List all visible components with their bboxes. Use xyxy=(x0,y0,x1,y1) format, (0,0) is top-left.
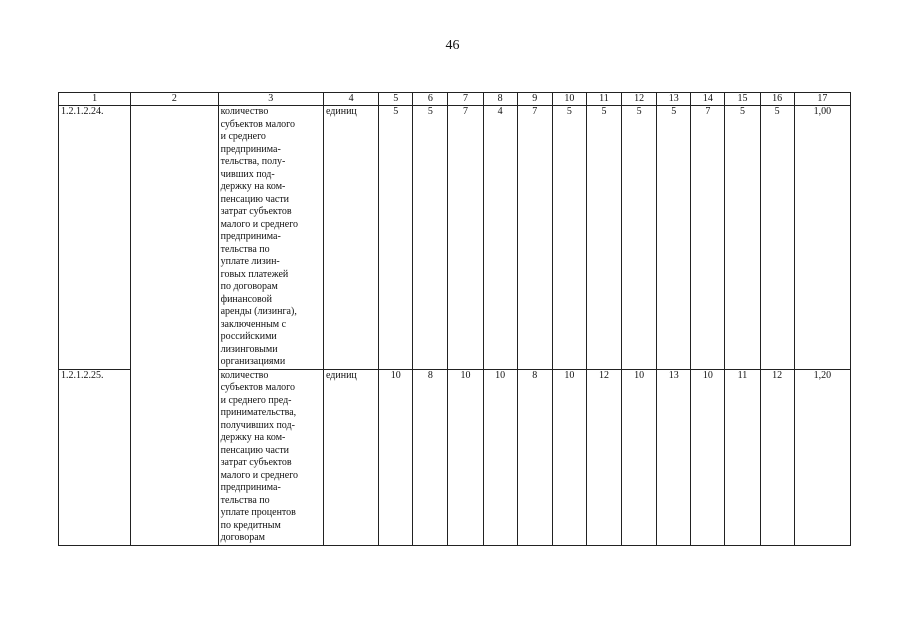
description-line: и среднего xyxy=(220,131,266,142)
description-line: уплате лизин- xyxy=(220,256,280,267)
description-line: по договорам xyxy=(220,281,278,292)
indicator-table xyxy=(58,92,851,546)
header-cell: 16 xyxy=(760,93,794,106)
description-line: предпринима- xyxy=(220,143,281,155)
header-row xyxy=(59,93,851,106)
ratio-cell: 1,20 xyxy=(794,369,850,545)
description-line: по кредитным xyxy=(220,519,281,531)
ratio-cell: 1,00 xyxy=(794,106,850,370)
description-line: лизинговыми xyxy=(220,343,278,355)
value-cell: 5 xyxy=(657,106,691,370)
description-line: затрат субъектов xyxy=(220,457,292,468)
header-cell: 1 xyxy=(59,93,131,106)
value-cell: 8 xyxy=(413,369,448,545)
description-line: организациями xyxy=(220,356,286,367)
unit-cell: единиц xyxy=(323,369,378,545)
description-line: малого и среднего xyxy=(220,469,299,481)
empty-cell xyxy=(131,106,218,546)
description-line: пенсацию части xyxy=(220,193,290,205)
indicator-code: 1.2.1.2.25. xyxy=(59,369,131,545)
description-line: тельства по xyxy=(220,494,270,506)
value-cell: 10 xyxy=(483,369,517,545)
table-row xyxy=(59,106,851,370)
description-line: предпринима- xyxy=(220,482,281,493)
value-cell: 10 xyxy=(552,369,586,545)
page-number: 46 xyxy=(445,38,460,53)
value-cell: 5 xyxy=(622,106,657,370)
value-cell: 11 xyxy=(725,369,760,545)
description-line: российскими xyxy=(220,331,277,342)
indicator-code: 1.2.1.2.24. xyxy=(59,106,131,370)
value-cell: 5 xyxy=(760,106,794,370)
description-line: говых платежей xyxy=(220,268,289,280)
description-line: уплате процентов xyxy=(220,507,296,518)
description-line: финансовой xyxy=(220,293,273,305)
header-cell: 17 xyxy=(794,93,850,106)
header-cell: 12 xyxy=(622,93,657,106)
description-line: пенсацию части xyxy=(220,444,290,456)
header-cell: 8 xyxy=(483,93,517,106)
header-cell: 5 xyxy=(379,93,413,106)
value-cell: 5 xyxy=(413,106,448,370)
indicator-description xyxy=(218,106,323,370)
description-line: малого и среднего xyxy=(220,218,299,230)
description-line: получивших под- xyxy=(220,419,295,431)
description-line: тельства по xyxy=(220,243,270,255)
description-line: держку на ком- xyxy=(220,432,286,443)
value-cell: 4 xyxy=(483,106,517,370)
description-line: субъектов малого xyxy=(220,118,296,130)
value-cell: 7 xyxy=(517,106,552,370)
value-cell: 7 xyxy=(448,106,483,370)
value-cell: 13 xyxy=(657,369,691,545)
description-line: договорам xyxy=(220,532,265,543)
description-line: и среднего пред- xyxy=(220,394,292,406)
header-cell: 14 xyxy=(691,93,725,106)
description-line: принимательства, xyxy=(220,407,297,418)
header-cell: 10 xyxy=(552,93,586,106)
value-cell: 5 xyxy=(586,106,621,370)
value-cell: 12 xyxy=(760,369,794,545)
value-cell: 12 xyxy=(586,369,621,545)
value-cell: 8 xyxy=(517,369,552,545)
description-line: тельства, полу- xyxy=(220,156,286,167)
description-line: количество xyxy=(220,369,269,381)
value-cell: 5 xyxy=(552,106,586,370)
header-cell: 15 xyxy=(725,93,760,106)
description-line: аренды (лизинга), xyxy=(220,306,297,317)
value-cell: 7 xyxy=(691,106,725,370)
description-line: предпринима- xyxy=(220,231,281,242)
header-cell: 2 xyxy=(131,93,218,106)
header-cell: 7 xyxy=(448,93,483,106)
header-cell: 11 xyxy=(586,93,621,106)
value-cell: 10 xyxy=(379,369,413,545)
header-cell: 3 xyxy=(218,93,323,106)
indicator-description xyxy=(218,369,323,545)
header-cell: 6 xyxy=(413,93,448,106)
header-cell: 13 xyxy=(657,93,691,106)
header-cell: 9 xyxy=(517,93,552,106)
unit-cell: единиц xyxy=(323,106,378,370)
value-cell: 5 xyxy=(379,106,413,370)
value-cell: 5 xyxy=(725,106,760,370)
header-cell: 4 xyxy=(323,93,378,106)
description-line: количество xyxy=(220,106,269,117)
description-line: затрат субъектов xyxy=(220,206,292,217)
value-cell: 10 xyxy=(622,369,657,545)
description-line: заключенным с xyxy=(220,318,287,330)
description-line: держку на ком- xyxy=(220,181,286,192)
description-line: чивших под- xyxy=(220,168,275,180)
description-line: субъектов малого xyxy=(220,382,296,393)
value-cell: 10 xyxy=(448,369,483,545)
value-cell: 10 xyxy=(691,369,725,545)
